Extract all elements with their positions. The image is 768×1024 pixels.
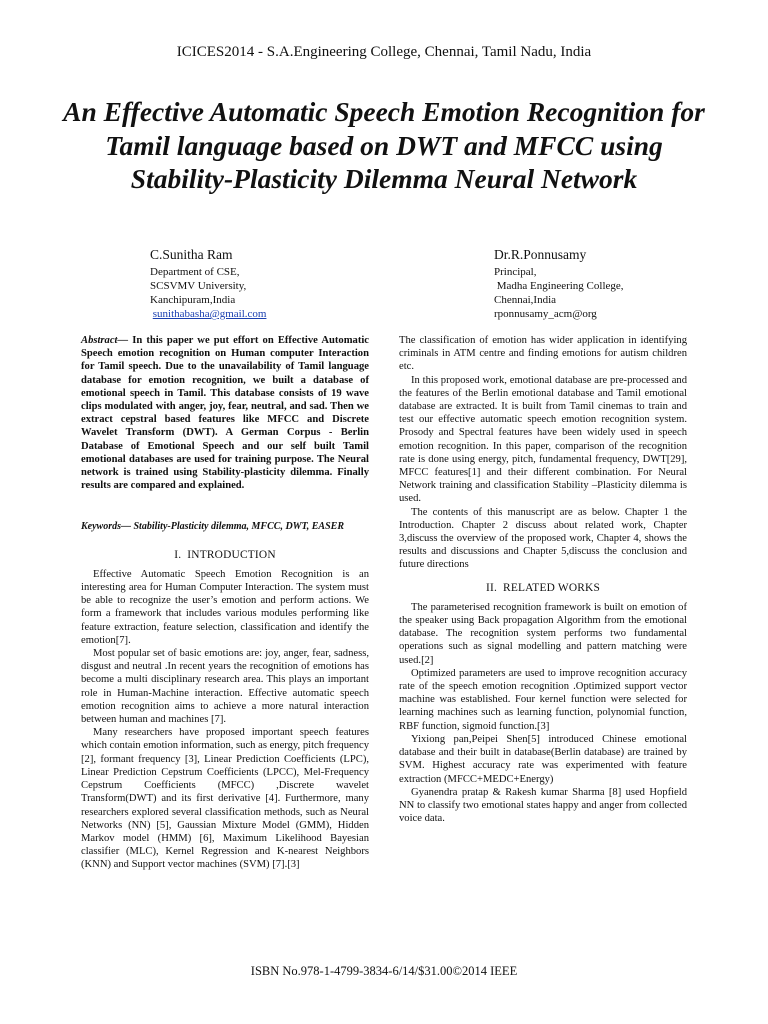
- section-heading-introduction: [81, 549, 369, 562]
- conference-header: ICICES2014 - S.A.Engineering College, Chennai, Tamil Nadu, India: [176, 44, 592, 60]
- author-affiliation-line: Kanchipuram,India: [150, 294, 236, 306]
- paragraph: The classification of emotion has wider application in identifying criminals in ATM centre and finding emotions for autism children etc.: [399, 335, 687, 373]
- paragraph: Yixiong pan,Peipei Shen[5] introduced Chinese emotional database and their built in database(Berlin database) are trained by SVM. Highest accuracy rate was experimented with feature extraction (MFCC+MEDC+Energy): [399, 733, 687, 785]
- paragraph: The parameterised recognition framework is built on emotion of the speaker using Back propagation Algorithm from the emotional database. The recognition system performs two fundamental operations such as signal modelling and pattern matching were used.[2]: [399, 601, 687, 666]
- section-number: II.: [485, 581, 498, 594]
- paper-title: An Effective Automatic Speech Emotion Recognition for Tamil language based on DWT and MFCC using Stability-Plasticity Dilemma Neural Network: [63, 96, 705, 194]
- keywords-label: Keywords—: [81, 521, 131, 533]
- section-title: RELATED WORKS: [503, 581, 601, 594]
- keywords-text: Stability-Plasticity dilemma, MFCC, DWT, EASER: [133, 521, 344, 533]
- author-block-2: [494, 246, 754, 321]
- paragraph: Many researchers have proposed important speech features which contain emotion information, such as energy, pitch frequency [2], formant frequency [3], Linear Prediction Coefficients (LPC), Linear Prediction Cepstrum Coefficients (LPCC), Mel-Frequency Cepstrum Coefficients (MFCC) ,Discrete wavelet Transform(DWT) and its first derivative [4]. Furthermore, many researchers explored several classification methods, such as Neural Networks (NN) [5], Gaussian Mixture Model (GMM), Hidden Markov model (HMM) [6], Maximum Likelihood Bayesian classifier (MLC), Kernel Regression and K-nearest Neighbors (KNN) and Support vector machines (SVM) [7].[3]: [81, 727, 370, 871]
- paragraph: Effective Automatic Speech Emotion Recognition is an interesting area for Human Computer Interaction. The system must be able to recognize the user’s emotion and perform actions. We form a framework that includes various modules performing like feature extraction, feature selection, classification and identify the emotion[7].: [81, 568, 369, 646]
- section-heading-related-works: [399, 582, 687, 595]
- right-column: [399, 334, 687, 825]
- author-email-link[interactable]: sunithabasha@gmail.com: [152, 308, 267, 320]
- paragraph: The contents of this manuscript are as below. Chapter 1 the Introduction. Chapter 2 discuss about related work, Chapter 3,discuss the overview of the proposed work, Chapter 4, shows the results and discussions and Chapter 5,discuss the conclusion and future directions: [399, 506, 687, 571]
- author-affiliation-line: Madha Engineering College,: [494, 280, 624, 292]
- author-affiliation-line: Principal,: [494, 266, 537, 278]
- abstract: [81, 334, 369, 492]
- author-affiliation-line: Department of CSE,: [150, 266, 240, 278]
- author-name: Dr.R.Ponnusamy: [494, 247, 587, 262]
- isbn-footer: ISBN No.978-1-4799-3834-6/14/$31.00©2014 IEEE: [250, 964, 518, 978]
- author-block-1: [150, 246, 410, 321]
- paragraph: In this proposed work, emotional database are pre-processed and the features of the Berlin emotional database and Tamil emotional database are extracted. It is built from Tamil cinemas to train and test our effective automatic speech emotion recognition system. Prosody and Spectral features have been widely used in speech emotion recognition. In this paper, comparison of the recognition rate is done using energy, pitch, fundamental frequency, DWT[29], MFCC features[1] and their different combination. For Neural Network training and classification Stability –Plasticity dilemma is used.: [399, 374, 687, 505]
- abstract-label: Abstract—: [81, 335, 129, 346]
- abstract-text: In this paper we put effort on Effective Automatic Speech emotion recognition on Human computer Interaction for Tamil speech. Due to the unavailability of Tamil language database for emotion recognition, we built a database of emotional speech in Tamil. This database consists of 19 wave clips modulated with anger, joy, fear, neutral, and sad. Then we extract cepstral based features like MFCC and Discrete Wavelet Transform (DWT). A German Corpus - Berlin Database of Emotional Speech and our self built Tamil emotional databases are used for training purpose. The Neural network is trained using Stability-plasticity dilemma. Finally results are compared and explained.: [81, 335, 369, 492]
- paragraph: Optimized parameters are used to improve recognition accuracy rate of the speech emotion recognition .Optimized support vector machine was established. Four kernel function were selected for learning machines such as learning function, polynomial function, RBF function, sigmoid function.[3]: [399, 667, 687, 732]
- left-column: [81, 334, 369, 872]
- author-affiliation-line: Chennai,India: [494, 294, 557, 306]
- author-email: rponnusamy_acm@org: [494, 308, 597, 320]
- paragraph: Gyanendra pratap & Rakesh kumar Sharma [8] used Hopfield NN to classify two emotional states happy and anger from collected voice data.: [399, 786, 687, 825]
- paragraph: Most popular set of basic emotions are: joy, anger, fear, sadness, disgust and neutral .In recent years the recognition of emotions has become a multi disciplinary research area. This plays an important role in Human-Machine interaction. Effective automatic speech emotion recognition aims to achieve a more natural interaction between human and machines [7].: [81, 648, 369, 726]
- section-title: INTRODUCTION: [187, 548, 276, 561]
- author-name: C.Sunitha Ram: [150, 247, 233, 262]
- author-affiliation-line: SCSVMV University,: [150, 280, 247, 292]
- keywords: [81, 520, 369, 533]
- section-number: I.: [174, 548, 182, 561]
